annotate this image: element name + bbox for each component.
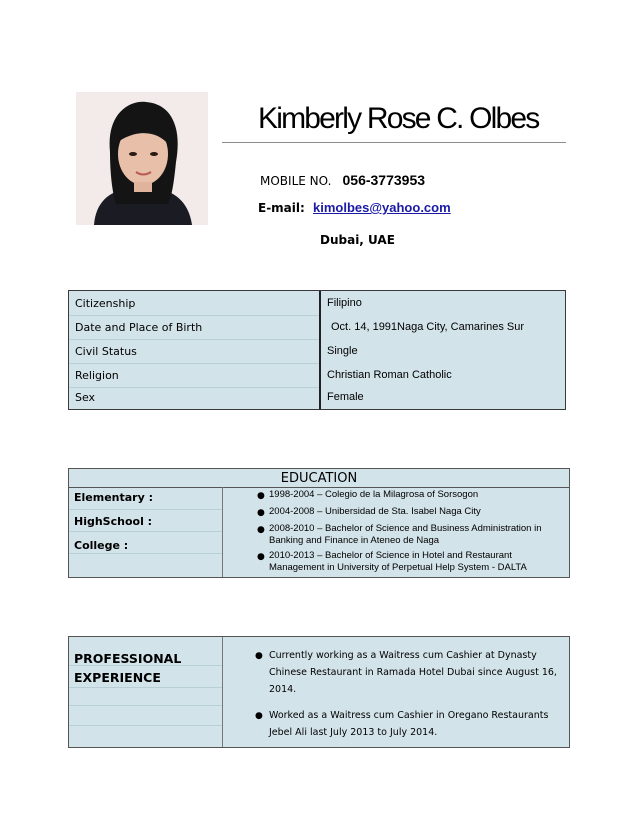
mobile-label: MOBILE NO. xyxy=(260,174,332,188)
experience-item: Worked as a Waitress cum Cashier in Oregano Restaurants Jebel Ali last July 2013 to July 2014. xyxy=(269,710,549,738)
bullet-icon: ● xyxy=(257,508,265,518)
row-line xyxy=(69,705,222,706)
education-item: 2010-2013 – Bachelor of Science in Hotel and Restaurant Management in University of Perpetual Help System - DALTA xyxy=(269,550,527,573)
column-divider xyxy=(222,637,223,747)
education-title: EDUCATION xyxy=(69,469,569,488)
location: Dubai, UAE xyxy=(320,233,395,247)
civil-status-label: Civil Status xyxy=(75,345,137,358)
sex-value: Female xyxy=(327,391,364,403)
education-table xyxy=(68,468,570,578)
education-item: 2008-2010 – Bachelor of Science and Business Administration in Banking and Finance in Ateneo de Naga xyxy=(269,523,542,546)
religion-value: Christian Roman Catholic xyxy=(327,369,452,381)
religion-label: Religion xyxy=(75,369,119,382)
birth-value: Oct. 14, 1991Naga City, Camarines Sur xyxy=(331,321,524,333)
citizenship-value: Filipino xyxy=(327,297,362,309)
row-line xyxy=(69,387,319,388)
column-divider xyxy=(222,487,223,577)
professional-experience-table xyxy=(68,636,570,748)
citizenship-label: Citizenship xyxy=(75,297,136,310)
row-line xyxy=(69,687,222,688)
row-line xyxy=(69,363,319,364)
civil-status-value: Single xyxy=(327,345,358,357)
personal-info-table xyxy=(68,290,566,410)
education-item: 1998-2004 – Colegio de la Milagrosa of Sorsogon xyxy=(269,489,479,500)
row-line xyxy=(69,725,222,726)
education-item: 2004-2008 – Unibersidad de Sta. Isabel Naga City xyxy=(269,506,481,517)
row-line xyxy=(69,315,319,316)
email-row xyxy=(258,200,451,215)
row-line xyxy=(69,509,222,510)
row-line xyxy=(69,531,222,532)
bullet-icon: ● xyxy=(255,711,263,721)
row-line xyxy=(69,339,319,340)
bullet-icon: ● xyxy=(257,491,265,501)
highschool-label: HighSchool : xyxy=(74,515,153,528)
bullet-icon: ● xyxy=(257,525,265,535)
email-label: E-mail: xyxy=(258,201,305,215)
profile-photo xyxy=(76,92,208,225)
college-label: College : xyxy=(74,539,129,552)
birth-label: Date and Place of Birth xyxy=(75,321,203,334)
email-link[interactable]: kimolbes@yahoo.com xyxy=(313,200,451,215)
row-line xyxy=(69,553,222,554)
name-divider xyxy=(222,142,566,143)
mobile-number: 056-3773953 xyxy=(342,172,426,188)
experience-item: Currently working as a Waitress cum Cashier at Dynasty Chinese Restaurant in Ramada Hotel Dubai since August 16, 2014. xyxy=(269,650,557,695)
bullet-icon: ● xyxy=(257,552,265,562)
professional-experience-title: PROFESSIONAL EXPERIENCE xyxy=(74,651,182,685)
candidate-name: Kimberly Rose C. Olbes xyxy=(258,102,539,135)
elementary-label: Elementary : xyxy=(74,491,154,504)
mobile-row xyxy=(260,170,425,189)
sex-label: Sex xyxy=(75,391,96,404)
bullet-icon: ● xyxy=(255,651,263,661)
column-divider xyxy=(319,291,321,409)
